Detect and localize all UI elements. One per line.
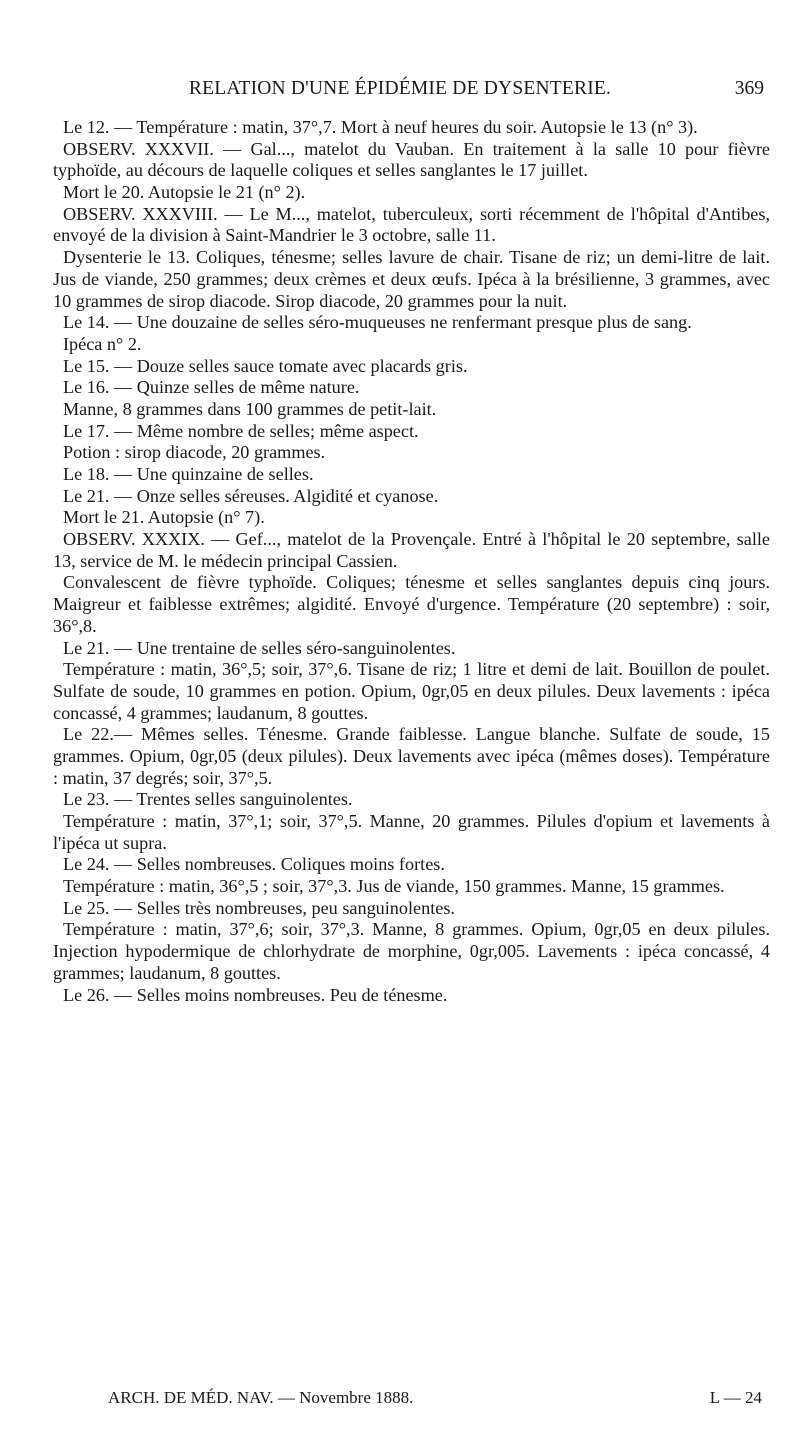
paragraph: Le 26. — Selles moins nombreuses. Peu de ténesme. — [63, 984, 448, 1005]
paragraph: Ipéca n° 2. — [63, 333, 142, 354]
page-number: 369 — [734, 78, 764, 99]
running-title: RELATION D'UNE ÉPIDÉMIE DE DYSENTERIE. — [188, 78, 612, 99]
paragraph: Le 24. — Selles nombreuses. Coliques moins fortes. — [63, 854, 445, 875]
paragraph: Température : matin, 36°,5 ; soir, 37°,3. Jus de viande, 150 grammes. Manne, 15 grammes. — [63, 876, 725, 897]
paragraph: Manne, 8 grammes dans 100 grammes de petit-lait. — [63, 398, 437, 419]
page-footer — [108, 1388, 762, 1414]
paragraph: Convalescent de fièvre typhoïde. Coliques; ténesme et selles sanglantes depuis cinq jours. Maigreur et faiblesse extrêmes; algidité. Envoyé d'urgence. Température (20 septembre) : soir, 36°,8. — [53, 572, 770, 636]
paragraph: Le 14. — Une douzaine de selles séro-muqueuses ne renfermant presque plus de sang. — [63, 312, 692, 333]
paragraph: OBSERV. XXXIX. — Gef..., matelot de la Provençale. Entré à l'hôpital le 20 septembre, salle 13, service de M. le médecin principal Cassien. — [53, 529, 770, 571]
paragraph: Potion : sirop diacode, 20 grammes. — [63, 442, 326, 463]
page-header — [0, 78, 800, 106]
paragraph: Le 17. — Même nombre de selles; même aspect. — [63, 420, 419, 441]
journal-reference: ARCH. DE MÉD. NAV. — Novembre 1888. — [108, 1388, 414, 1407]
paragraph: Le 23. — Trentes selles sanguinolentes. — [63, 789, 353, 810]
paragraph: Le 25. — Selles très nombreuses, peu sanguinolentes. — [63, 897, 455, 918]
body-text — [53, 117, 770, 1006]
paragraph: Le 15. — Douze selles sauce tomate avec placards gris. — [63, 355, 468, 376]
paragraph: OBSERV. XXXVIII. — Le M..., matelot, tuberculeux, sorti récemment de l'hôpital d'Antibes, envoyé de la division à Saint-Mandrier le 3 octobre, salle 11. — [53, 203, 770, 246]
paragraph: Le 12. — Température : matin, 37°,7. Mort à neuf heures du soir. Autopsie le 13 (n° 3). — [63, 117, 698, 137]
paragraph: Le 18. — Une quinzaine de selles. — [63, 464, 314, 484]
paragraph: Dysenterie le 13. Coliques, ténesme; selles lavure de chair. Tisane de riz; un demi-litre de lait. Jus de viande, 250 grammes; deux crèmes et deux œufs. Ipéca à la brésilienne, 3 grammes, avec 10 grammes de sirop diacode. Sirop diacode, 20 grammes pour la nuit. — [53, 247, 770, 311]
signature-mark: L — 24 — [709, 1388, 762, 1407]
paragraph: Mort le 21. Autopsie (n° 7). — [63, 507, 265, 528]
paragraph: Le 21. — Onze selles séreuses. Algidité et cyanose. — [63, 485, 439, 506]
paragraph: Température : matin, 37°,6; soir, 37°,3. Manne, 8 grammes. Opium, 0gr,05 en deux pilules. Injection hypodermique de chlorhydrate de morphine, 0gr,005. Lavements : ipéca concassé, 4 grammes; laudanum, 8 gouttes. — [53, 919, 770, 983]
paragraph: Température : matin, 37°,1; soir, 37°,5. Manne, 20 grammes. Pilules d'opium et lavements à l'ipéca ut supra. — [53, 811, 770, 853]
paragraph: Le 21. — Une trentaine de selles séro-sanguinolentes. — [63, 637, 456, 658]
paragraph: Mort le 20. Autopsie le 21 (n° 2). — [63, 182, 306, 203]
paragraph: Le 22.— Mêmes selles. Ténesme. Grande faiblesse. Langue blanche. Sulfate de soude, 15 grammes. Opium, 0gr,05 (deux pilules). Deux lavements avec ipéca (mêmes doses). Température : matin, 37 degrés; soir, 37°,5. — [53, 724, 770, 788]
paragraph: OBSERV. XXXVII. — Gal..., matelot du Vauban. En traitement à la salle 10 pour fièvre typhoïde, au décours de laquelle coliques et selles sanglantes le 17 juillet. — [53, 138, 770, 181]
paragraph: Température : matin, 36°,5; soir, 37°,6. Tisane de riz; 1 litre et demi de lait. Bouillon de poulet. Sulfate de soude, 10 grammes en potion. Opium, 0gr,05 en deux pilules. Deux lavements : ipéca concassé, 4 grammes; laudanum, 8 gouttes. — [53, 659, 770, 723]
paragraph: Le 16. — Quinze selles de même nature. — [63, 377, 360, 398]
